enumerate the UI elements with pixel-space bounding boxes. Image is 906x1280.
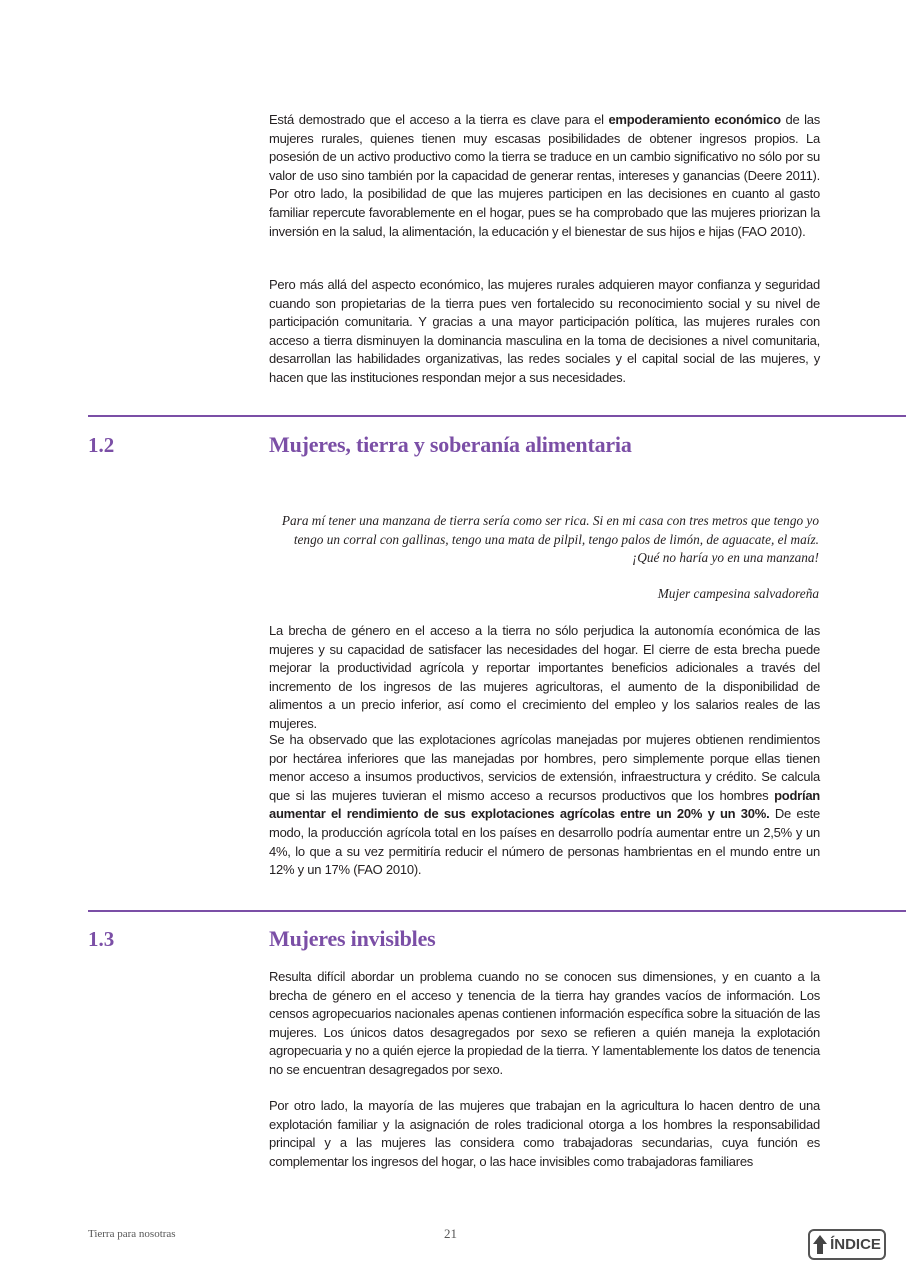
- section-number: 1.3: [88, 927, 115, 951]
- paragraph-rendimiento: [269, 731, 820, 880]
- section-divider: [88, 415, 906, 417]
- index-button-label: ÍNDICE: [830, 1236, 881, 1253]
- index-button[interactable]: [808, 1229, 886, 1260]
- paragraph-brecha: La brecha de género en el acceso a la tierra no sólo perjudica la autonomía económica de las mujeres y su capacidad de satisfacer las necesidades del hogar. El cierre de esta brecha puede mejorar la productividad agrícola y reportar importantes beneficios adicionales a través del incremento de los ingresos de las mujeres agricultoras, el aumento de la disponibilidad de alimentos a un precio inferior, así como el crecimiento del empleo y los salarios reales de las mujeres.: [269, 623, 820, 731]
- section-number: 1.2: [88, 433, 115, 457]
- arrow-up-icon: [813, 1235, 827, 1255]
- section-title: Mujeres invisibles: [269, 926, 436, 951]
- paragraph-invisibles: Resulta difícil abordar un problema cuando no se conocen sus dimensiones, y en cuanto a la brecha de género en el acceso y tenencia de la tierra hay grandes vacíos de información. Los censos agropecuarios nacionales apenas contienen información específica sobre la situación de las mujeres. Los únicos datos desagregados por sexo se refieren a quién maneja la explotación agropecuaria y no a quién ejerce la propiedad de la tierra. Y lamentablemente los datos de tenencia no se encuentran desagregados por sexo.: [269, 969, 820, 1077]
- section-divider: [88, 910, 906, 912]
- paragraph-explotacion-familiar: Por otro lado, la mayoría de las mujeres que trabajan en la agricultura lo hacen dentro de una explotación familiar y la asignación de roles tradicional otorga a los hombres la responsabilidad principal y a las mujeres las considera como trabajadoras secundarias, cuya función es complementar los ingresos del hogar, o las hace invisibles como trabajadoras familiares: [269, 1098, 820, 1169]
- paragraph-confianza: Pero más allá del aspecto económico, las mujeres rurales adquieren mayor confianza y seguridad cuando son propietarias de la tierra pues ven fortalecido su reconocimiento social y su nivel de participación comunitaria. Y gracias a una mayor participación política, las mujeres rurales con acceso a tierra disminuyen la dominancia masculina en la toma de decisiones a nivel comunitaria, desarrollan las habilidades organizativas, las redes sociales y el capital social de las mujeres, y hacen que las instituciones respondan mejor a sus necesidades.: [269, 277, 820, 385]
- text: de las mujeres rurales, quienes tienen muy escasas posibilidades de obtener ingresos propios. La posesión de un activo productivo como la tierra se traduce en un cambio significativo no sólo por su valor de uso sino también por la capacidad de generar rentas, intereses y ganancias (Deere 2011). Por otro lado, la posibilidad de que las mujeres participen en las decisiones en cuanto al gasto familiar repercute favorablemente en el hogar, pues se ha comprobado que las mujeres priorizan la inversión en la salud, la alimentación, la educación y el bienestar de sus hijos e hijas (FAO 2010).: [269, 112, 821, 239]
- text: Está demostrado que el acceso a la tierra es clave para el: [269, 112, 609, 127]
- footer-title: Tierra para nosotras: [88, 1228, 176, 1240]
- section-title: Mujeres, tierra y soberanía alimentaria: [269, 432, 632, 457]
- paragraph-empoderamiento: [269, 111, 820, 241]
- quote-attribution: Mujer campesina salvadoreña: [657, 586, 819, 601]
- bold-text: empoderamiento económico: [608, 112, 781, 127]
- quote-text: Para mí tener una manzana de tierra sería como ser rica. Si en mi casa con tres metros que tengo yo tengo un corral con gallinas, tengo una mata de pilpil, tengo palos de limón, de aguacate, el maíz. ¡Qué no haría yo en una manzana!: [281, 513, 819, 565]
- text: Se ha observado que las explotaciones agrícolas manejadas por mujeres obtienen rendimientos por hectárea inferiores que las manejadas por hombres, pero simplemente porque ellas tienen menor acceso a insumos productivos, servicios de extensión, infraestructura y crédito. Se calcula que si las mujeres tuvieran el mismo acceso a recursos productivos que los hombres: [269, 732, 820, 803]
- page-number: 21: [444, 1226, 457, 1241]
- bold-text: podrían aumentar el rendimiento de sus explotaciones agrícolas entre un 20% y un 30%.: [269, 787, 820, 822]
- text: De este modo, la producción agrícola total en los países en desarrollo podría aumentar entre un 2,5% y un 4%, lo que a su vez permitiría reducir el número de personas hambrientas en el mundo entre un 12% y un 17% (FAO 2010).: [269, 806, 820, 878]
